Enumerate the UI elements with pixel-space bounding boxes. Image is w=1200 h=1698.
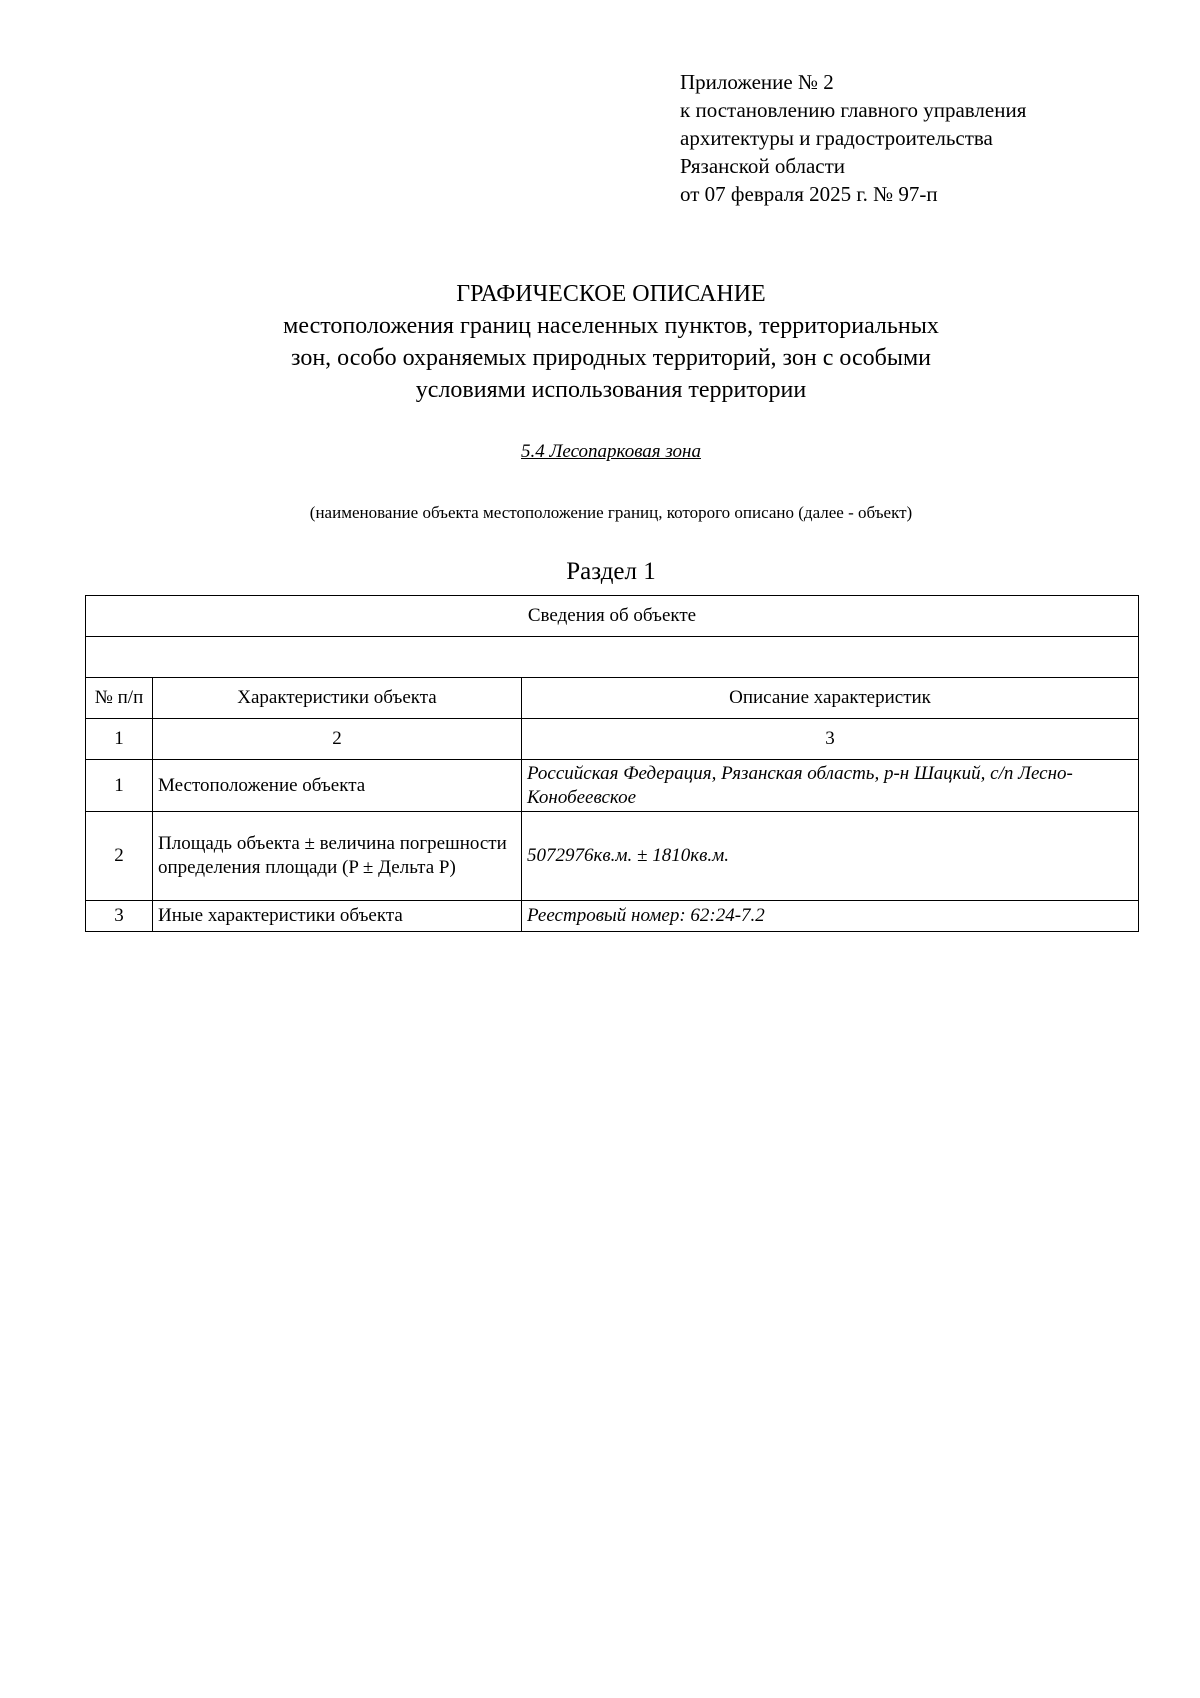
row-characteristic: Иные характеристики объекта: [153, 901, 522, 932]
header-characteristic: Характеристики объекта: [153, 678, 522, 719]
header-num: № п/п: [86, 678, 153, 719]
row-description: Реестровый номер: 62:24-7.2: [522, 901, 1139, 932]
document-title: [0, 278, 1200, 406]
row-characteristic: Площадь объекта ± величина погрешности определения площади (P ± Дельта P): [153, 812, 522, 901]
table-caption: Сведения об объекте: [86, 596, 1139, 637]
title-line: зон, особо охраняемых природных территорий, зон с особыми: [290, 345, 932, 371]
row-num: 2: [86, 812, 153, 901]
table-row: [86, 760, 1139, 812]
index-cell: 3: [522, 719, 1139, 760]
title-heading: ГРАФИЧЕСКОЕ ОПИСАНИЕ: [456, 281, 766, 307]
blank-cell: [86, 637, 1139, 678]
table-row: [86, 901, 1139, 932]
row-description: 5072976кв.м. ± 1810кв.м.: [522, 812, 1139, 901]
index-cell: 2: [153, 719, 522, 760]
appendix-line: к постановлению главного управления: [680, 98, 1027, 122]
appendix-line: Рязанской области: [680, 154, 846, 178]
table-header-row: [86, 678, 1139, 719]
row-characteristic: Местоположение объекта: [153, 760, 522, 812]
row-description: Российская Федерация, Рязанская область, р-н Шацкий, с/п Лесно-Конобеевское: [522, 760, 1139, 812]
row-num: 1: [86, 760, 153, 812]
object-info-table: [85, 595, 1139, 932]
header-description: Описание характеристик: [522, 678, 1139, 719]
appendix-line: архитектуры и градостроительства: [680, 126, 993, 150]
object-caption: (наименование объекта местоположение границ, которого описано (далее - объект): [309, 503, 913, 522]
appendix-header: [680, 68, 1026, 208]
index-cell: 1: [86, 719, 153, 760]
section-title: Раздел 1: [566, 558, 656, 585]
title-line: условиями использования территории: [415, 377, 807, 403]
title-line: местоположения границ населенных пунктов, территориальных: [283, 313, 939, 339]
table-caption-row: [86, 596, 1139, 637]
appendix-line: от 07 февраля 2025 г. № 97-п: [680, 182, 938, 206]
row-num: 3: [86, 901, 153, 932]
object-name-text: 5.4 Лесопарковая зона: [521, 441, 701, 462]
table-row: [86, 812, 1139, 901]
object-name: [0, 440, 1200, 464]
table-index-row: [86, 719, 1139, 760]
appendix-line: Приложение № 2: [680, 70, 834, 94]
table-blank-row: [86, 637, 1139, 678]
